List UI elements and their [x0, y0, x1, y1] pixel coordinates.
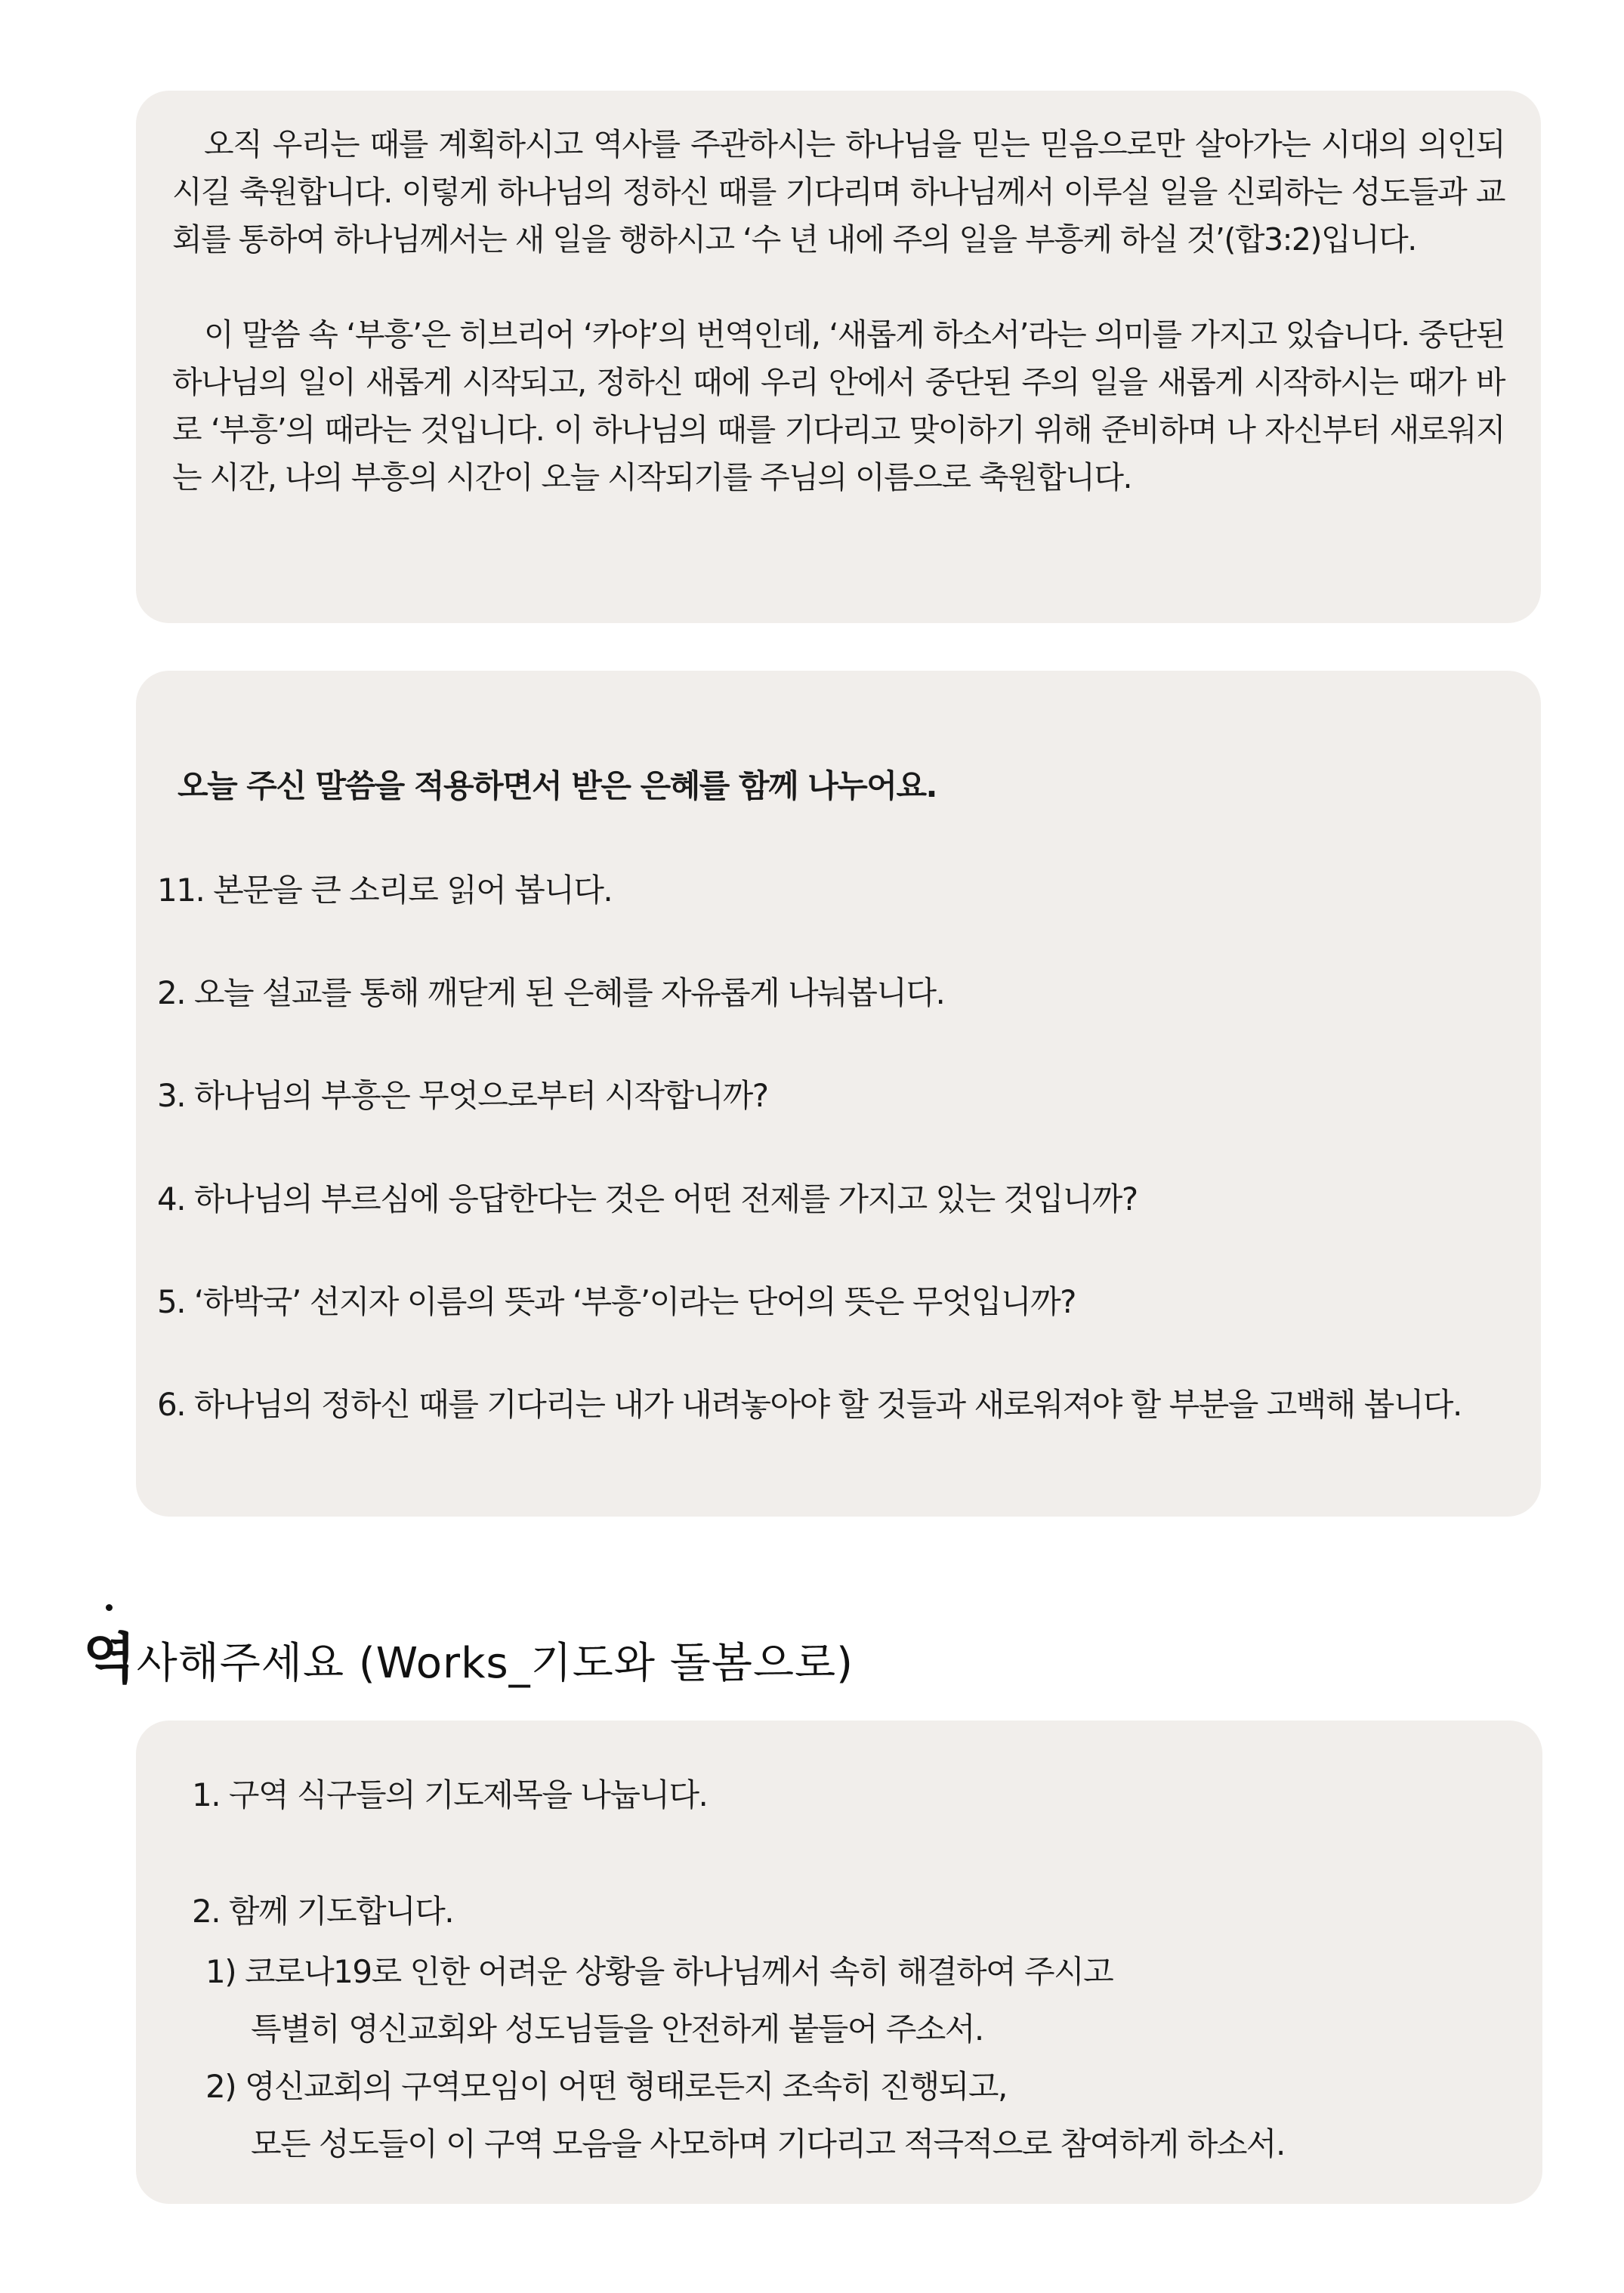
works-card — [136, 1721, 1542, 2204]
question-item: 2. 오늘 설교를 통해 깨닫게 된 은혜를 자유롭게 나눠봅니다. — [157, 974, 945, 1011]
question-item: 5. ‘하박국’ 선지자 이름의 뜻과 ‘부흥’이라는 단어의 뜻은 무엇입니까? — [157, 1283, 1076, 1320]
sharing-title: 오늘 주신 말씀을 적용하면서 받은 은혜를 함께 나누어요. — [178, 767, 937, 804]
heading-dot — [106, 1604, 113, 1611]
question-item: 6. 하나님의 정하신 때를 기다리는 내가 내려놓아야 할 것들과 새로워져야 할 부분을 고백해 봅니다. — [157, 1386, 1462, 1423]
question-item: 3. 하나님의 부흥은 무엇으로부터 시작합니까? — [157, 1077, 768, 1114]
prayer-1-line-2: 특별히 영신교회와 성도님들을 안전하게 붙들어 주소서. — [251, 2011, 983, 2048]
prayer-2-line-2: 모든 성도들이 이 구역 모음을 사모하며 기다리고 적극적으로 참여하게 하소서. — [251, 2125, 1285, 2162]
heading-first-char: 역 — [83, 1615, 137, 1693]
works-section-heading — [83, 1615, 854, 1693]
intro-paragraph-1: 오직 우리는 때를 계획하시고 역사를 주관하시는 하나님을 믿는 믿음으로만 살아가는 시대의 의인되시길 축원합니다. 이렇게 하나님의 정하신 때를 기다리며 하나님께서 이루실 일을 신뢰하는 성도들과 교회를 통하여 하나님께서는 새 일을 행하시고 ‘수 년 내에 주의 일을 부흥케 하실 것’(합3:2)입니다. — [172, 126, 1505, 258]
question-item: 11. 본문을 큰 소리로 읽어 봅니다. — [157, 872, 613, 909]
works-item-1: 1. 구역 식구들의 기도제목을 나눕니다. — [192, 1776, 708, 1813]
works-item-2: 2. 함께 기도합니다. — [192, 1893, 454, 1930]
question-item: 4. 하나님의 부르심에 응답한다는 것은 어떤 전제를 가지고 있는 것입니까? — [157, 1180, 1138, 1217]
sharing-card — [136, 671, 1541, 1517]
heading-rest: 사해주세요 (Works_기도와 돌봄으로) — [136, 1639, 854, 1688]
prayer-2-line-1: 2) 영신교회의 구역모임이 어떤 형태로든지 조속히 진행되고, — [205, 2068, 1007, 2105]
intro-card — [136, 91, 1541, 623]
prayer-1-line-1: 1) 코로나19로 인한 어려운 상황을 하나님께서 속히 해결하여 주시고 — [205, 1953, 1113, 1990]
intro-paragraph-2: 이 말씀 속 ‘부흥’은 히브리어 ‘카야’의 번역인데, ‘새롭게 하소서’라는 의미를 가지고 있습니다. 중단된 하나님의 일이 새롭게 시작되고, 정하신 때에 우리 안에서 중단된 주의 일을 새롭게 시작하시는 때가 바로 ‘부흥’의 때라는 것입니다. 이 하나님의 때를 기다리고 맞이하기 위해 준비하며 나 자신부터 새로워지는 시간, 나의 부흥의 시간이 오늘 시작되기를 주님의 이름으로 축원합니다. — [172, 316, 1505, 495]
